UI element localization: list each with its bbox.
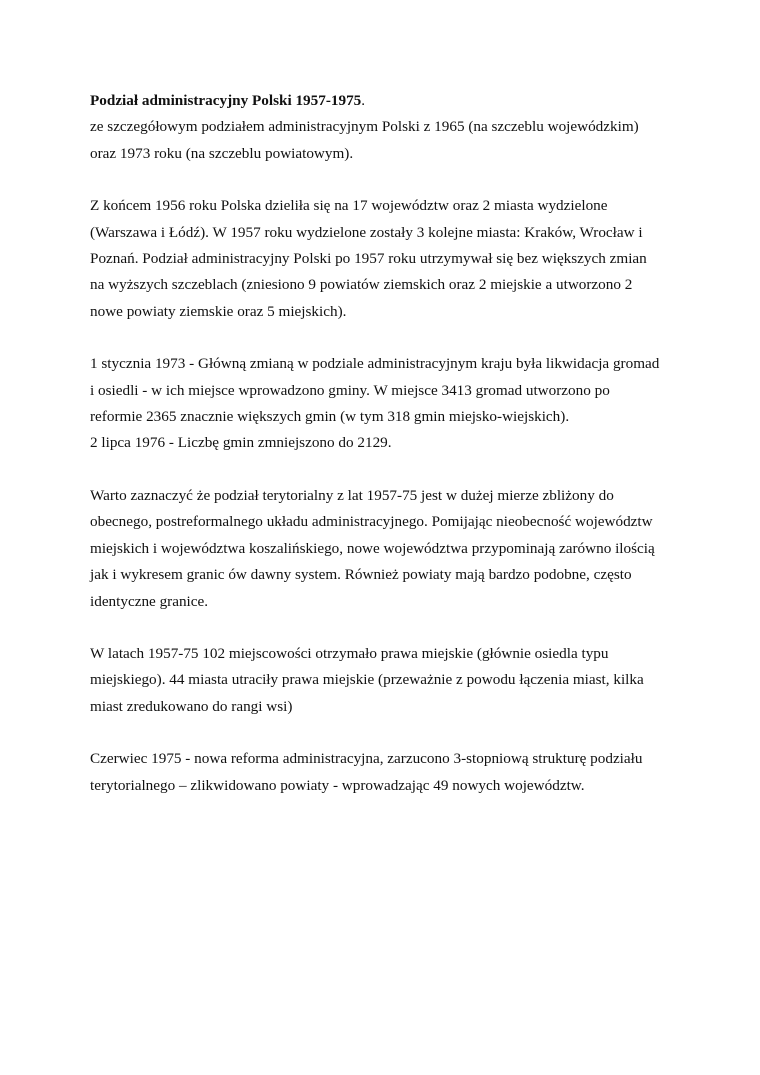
document-page <box>90 88 690 825</box>
text-line: terytorialnego – zlikwidowano powiaty - wprowadzając 49 nowych województw. <box>90 776 585 794</box>
text-line: miejskich i województwa koszalińskiego, nowe województwa przypominają zarówno ilością <box>90 539 655 557</box>
text-line: identyczne granice. <box>90 592 209 610</box>
text-line: jak i wykresem granic ów dawny system. Również powiaty mają bardzo podobne, często <box>90 566 632 584</box>
text-line: oraz 1973 roku (na szczeblu powiatowym). <box>90 144 354 162</box>
text-line: reformie 2365 znacznie większych gmin (w tym 318 gmin miejsko-wiejskich). <box>90 408 570 426</box>
text-line: obecnego, postreformalnego układu administracyjnego. Pomijając nieobecność województw <box>90 513 653 531</box>
paragraph-comparison <box>90 483 690 615</box>
text-line: i osiedli - w ich miejsce wprowadzono gminy. W miejsce 3413 gromad utworzono po <box>90 381 610 399</box>
text-line: 1 stycznia 1973 - Główną zmianą w podziale administracyjnym kraju była likwidacja gromad <box>90 355 660 373</box>
text-line: miejskiego). 44 miasta utraciły prawa miejskie (przeważnie z powodu łączenia miast, kilka <box>90 671 644 689</box>
text-line: Czerwiec 1975 - nowa reforma administracyjna, zarzucono 3-stopniową strukturę podziału <box>90 750 643 768</box>
title-suffix: . <box>361 92 366 109</box>
text-line: Poznań. Podział administracyjny Polski po 1957 roku utrzymywał się bez większych zmian <box>90 250 647 268</box>
title-line <box>90 88 690 114</box>
paragraph-1975-reform <box>90 746 690 799</box>
text-line: Z końcem 1956 roku Polska dzieliła się na 17 województw oraz 2 miasta wydzielone <box>90 197 608 215</box>
intro-paragraph <box>90 88 690 167</box>
text-line: 2 lipca 1976 - Liczbę gmin zmniejszono do 2129. <box>90 434 392 452</box>
text-line: miast zredukowano do rangi wsi) <box>90 697 293 715</box>
document-title: Podział administracyjny Polski 1957-1975 <box>90 92 362 109</box>
paragraph-1973 <box>90 351 690 457</box>
text-line: nowe powiaty ziemskie oraz 5 miejskich). <box>90 302 347 320</box>
text-line: (Warszawa i Łódź). W 1957 roku wydzielone zostały 3 kolejne miasta: Kraków, Wrocław i <box>90 223 643 241</box>
text-line: na wyższych szczeblach (zniesiono 9 powiatów ziemskich oraz 2 miejskie a utworzono 2 <box>90 276 633 294</box>
text-line: W latach 1957-75 102 miejscowości otrzymało prawa miejskie (głównie osiedla typu <box>90 644 609 662</box>
paragraph-town-rights <box>90 641 690 720</box>
text-line: Warto zaznaczyć że podział terytorialny z lat 1957-75 jest w dużej mierze zbliżony do <box>90 486 614 504</box>
text-line: ze szczegółowym podziałem administracyjnym Polski z 1965 (na szczeblu wojewódzkim) <box>90 118 639 136</box>
paragraph-1956 <box>90 193 690 325</box>
